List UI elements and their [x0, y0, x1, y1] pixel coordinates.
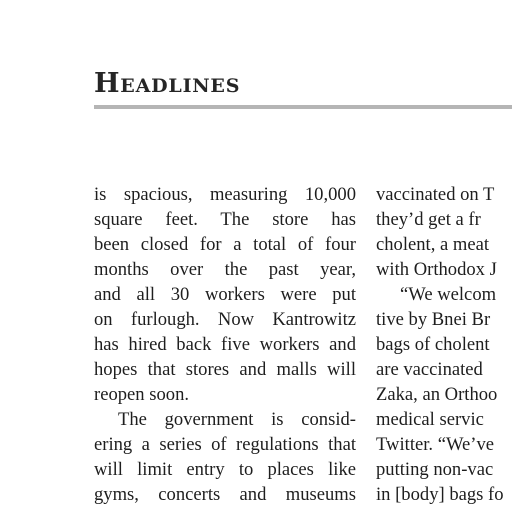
- text-line: on furlough. Now Kantrowitz: [94, 309, 356, 330]
- text-line: has hired back five workers and: [94, 334, 356, 355]
- text-line: cholent, a meat: [376, 234, 490, 255]
- text-line: vaccinated on T: [376, 184, 495, 205]
- text-line: are vaccinated: [376, 359, 483, 380]
- text-line: they’d get a fr: [376, 209, 481, 230]
- text-line: hopes that stores and malls will: [94, 359, 356, 380]
- section-title: Headlines: [94, 68, 241, 99]
- section-header: [94, 66, 512, 102]
- text-line: in [body] bags fo: [376, 484, 504, 505]
- text-line: will limit entry to places like: [94, 459, 356, 480]
- text-line: putting non-vac: [376, 459, 494, 480]
- text-column-left: [94, 182, 356, 507]
- text-line: months over the past year,: [94, 259, 356, 280]
- text-line: is spacious, measuring 10,000: [94, 184, 356, 205]
- text-line: tive by Bnei Br: [376, 309, 491, 330]
- text-line: Zaka, an Orthoo: [376, 384, 498, 405]
- text-line: been closed for a total of four: [94, 234, 356, 255]
- text-line: gyms, concerts and museums: [94, 484, 356, 505]
- text-line: square feet. The store has: [94, 209, 356, 230]
- text-line: ering a series of regulations that: [94, 434, 356, 455]
- text-line: medical servic: [376, 409, 484, 430]
- text-line: Twitter. “We’ve: [376, 434, 495, 455]
- text-line: “We welcom: [400, 284, 497, 305]
- text-line: bags of cholent: [376, 334, 490, 355]
- header-rule: [94, 105, 512, 109]
- text-column-right: [376, 182, 512, 507]
- text-line: and all 30 workers were put: [94, 284, 356, 305]
- text-line: The government is consid-: [118, 409, 356, 430]
- text-line: reopen soon.: [94, 384, 190, 405]
- text-line: with Orthodox J: [376, 259, 497, 280]
